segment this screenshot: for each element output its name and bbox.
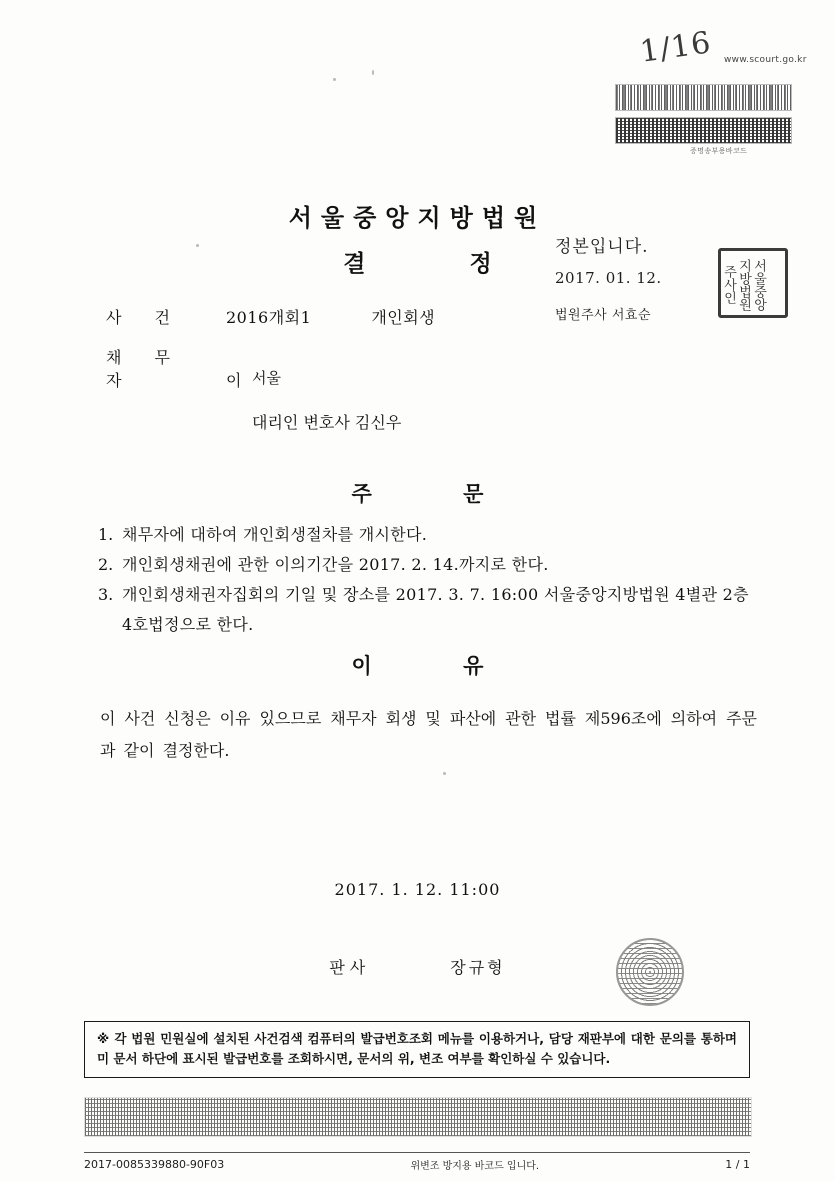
judge-line [0, 955, 835, 978]
debtor-field-label: 채 무 자 [106, 348, 184, 390]
issue-number: 2017-0085339880-90F03 [84, 1158, 225, 1171]
order-item [98, 580, 755, 640]
orders-list [98, 520, 755, 640]
barcode-pattern [616, 118, 791, 143]
case-number-value: 2016개회1 [226, 308, 312, 327]
debtor-name-value: 이 [226, 371, 242, 390]
judge-seal-stamp [616, 938, 684, 1006]
scan-speck [443, 772, 446, 775]
top-barcode-2 [615, 117, 792, 144]
certification-label: 정본입니다. [555, 237, 649, 257]
top-barcode-1 [615, 84, 792, 111]
judge-title: 판사 [329, 958, 371, 977]
case-field-row [106, 305, 435, 328]
bottom-security-barcode [84, 1097, 752, 1137]
order-number: 3. [98, 585, 114, 604]
verification-notice: ※ 각 법원 민원실에 설치된 사건검색 컴퓨터의 발급번호조회 메뉴를 이용하거나, 담당 재판부에 대한 문의를 통하며 미 문서 하단에 표시된 발급번호를 조회하시면, 문서의 위, 변조 여부를 확인하실 수 있습니다. [84, 1021, 750, 1078]
order-item [98, 550, 755, 580]
court-name-title: 서울중앙지방법원 [288, 203, 547, 232]
orders-heading: 주 문 [351, 481, 526, 506]
attorney-line: 대리인 변호사 김신우 [252, 413, 402, 432]
judge-name: 장규형 [450, 958, 506, 977]
barcode-pattern [616, 85, 791, 110]
scan-speck [372, 70, 374, 75]
order-text: 채무자에 대하여 개인회생절차를 개시한다. [122, 525, 428, 544]
page-number: 1 / 1 [725, 1158, 750, 1171]
order-text: 개인회생채권자집회의 기일 및 장소를 2017. 3. 7. 16:00 서울중앙지방법원 4별관 2층 4호법정으로 한다. [122, 585, 749, 634]
document-type-title: 결 정 [343, 250, 540, 277]
court-seal-text: 서울중앙지방법원주사인 [721, 258, 766, 311]
barcode-caption: 증명송부용바코드 [690, 147, 748, 155]
handwritten-page-mark: 1/16 [637, 25, 714, 70]
order-number: 2. [98, 555, 114, 574]
scan-speck [333, 78, 336, 81]
order-number: 1. [98, 525, 114, 544]
court-seal-stamp [718, 248, 788, 318]
reason-body: 이 사건 신청은 이유 있으므로 채무자 회생 및 파산에 관한 법률 제596조에 의하여 주문과 같이 결정한다. [100, 709, 757, 760]
decision-datetime: 2017. 1. 12. 11:00 [334, 880, 501, 899]
debtor-address: 서울 [252, 369, 281, 387]
case-field-label: 사 건 [106, 308, 184, 327]
order-item [98, 520, 755, 550]
court-url-text: www.scourt.go.kr [724, 55, 807, 65]
order-text: 개인회생채권에 관한 이의기간을 2017. 2. 14.까지로 한다. [122, 555, 549, 574]
certification-officer: 법원주사 서효순 [555, 308, 652, 323]
page-footer [84, 1152, 750, 1172]
debtor-field-row [106, 345, 242, 391]
certification-date: 2017. 01. 12. [555, 269, 662, 287]
certification-block [555, 232, 662, 323]
barcode-label: 위변조 방지용 바코드 입니다. [410, 1161, 540, 1172]
reason-heading: 이 유 [351, 653, 526, 678]
case-type-value: 개인회생 [371, 308, 436, 327]
